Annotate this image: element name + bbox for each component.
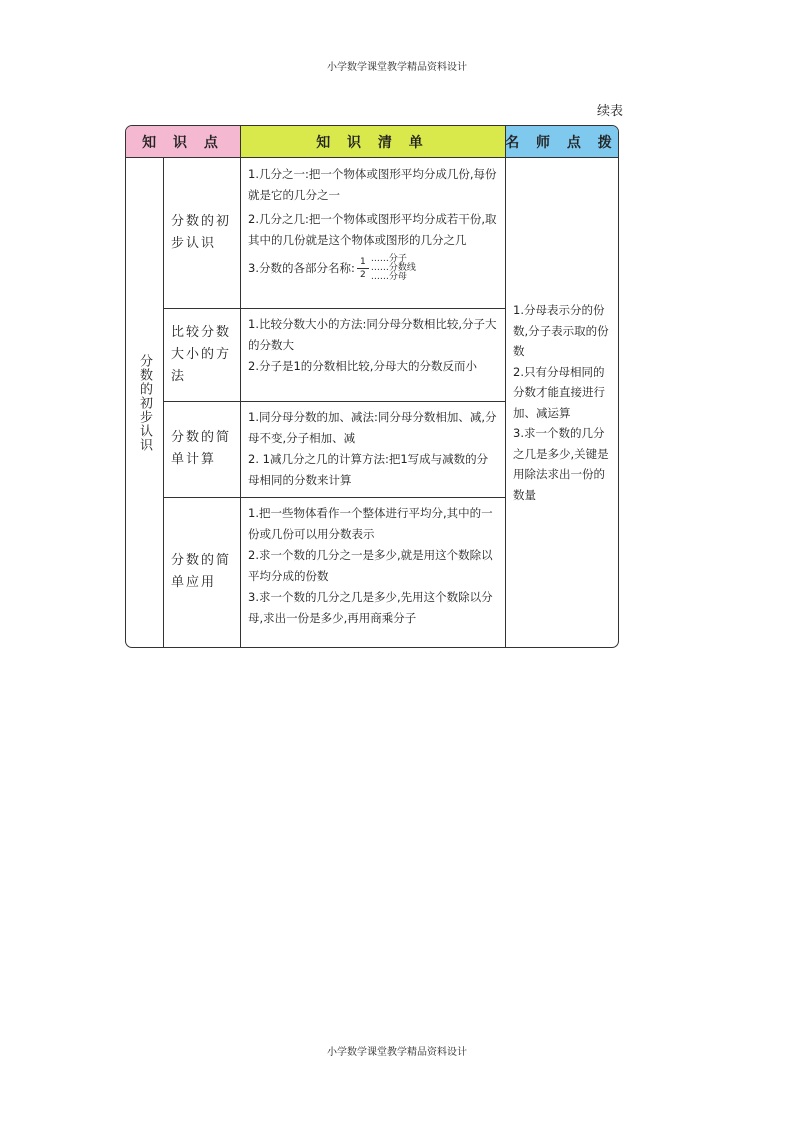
list-item: 2. 1减几分之几的计算方法:把1写成与减数的分母相同的分数来计算 <box>248 452 489 487</box>
list-item: 1.同分母分数的加、减法:同分母分数相加、减,分母不变,分子相加、减 <box>248 410 497 445</box>
list-item: 2.求一个数的几分之一是多少,就是用这个数除以平均分成的份数 <box>248 548 493 583</box>
fraction-example <box>357 257 369 280</box>
topic-cell <box>163 158 240 308</box>
fraction-part-labels <box>371 255 416 282</box>
list-cell <box>241 497 505 647</box>
topic-cell <box>163 497 240 647</box>
part-line-label: ……分数线 <box>370 263 416 273</box>
topic-cell <box>163 401 240 497</box>
fraction-numerator: 1 <box>359 257 366 267</box>
page-footer: 小学数学课堂教学精品资料设计 <box>327 1047 467 1058</box>
topic-label: 分数的简单计算 <box>171 430 232 467</box>
part-numerator-label: ……分子 <box>370 254 407 264</box>
header-teacher-tips: 名 师 点 拨 <box>505 126 618 158</box>
list-item: 3.求一个数的几分之几是多少,先用这个数除以分母,求出一份是多少,再用商乘分子 <box>248 590 493 625</box>
list-item: 1.比较分数大小的方法:同分母分数相比较,分子大的分数大 <box>248 317 497 352</box>
tip-item: 1.分母表示分的份数,分子表示取的份数 <box>513 303 609 358</box>
continued-label: 续表 <box>596 104 623 119</box>
tips-cell <box>506 158 618 647</box>
list-cell <box>241 401 505 497</box>
list-item: 1.把一些物体看作一个整体进行平均分,其中的一份或几份可以用分数表示 <box>248 506 493 541</box>
topic-label: 比较分数大小的方法 <box>171 324 232 384</box>
list-item: 2.分子是1的分数相比较,分母大的分数反而小 <box>248 359 477 373</box>
knowledge-table <box>125 125 619 648</box>
header-knowledge-point: 知 识 点 <box>126 126 240 158</box>
list-cell <box>241 158 505 308</box>
category-cell <box>126 158 163 647</box>
list-item: 1.几分之一:把一个物体或图形平均分成几份,每份就是它的几分之一 <box>248 167 497 202</box>
topic-cell <box>163 308 240 401</box>
fraction-parts-label: 3.分数的各部分名称: <box>248 261 355 275</box>
category-label: 分数的初步认识 <box>137 353 152 452</box>
list-item: 2.几分之几:把一个物体或图形平均分成若干份,取其中的几份就是这个物体或图形的几分之几 <box>248 212 497 247</box>
part-denominator-label: ……分母 <box>370 272 407 282</box>
header-knowledge-list: 知 识 清 单 <box>240 126 505 158</box>
fraction-denominator: 2 <box>359 270 366 280</box>
topic-label: 分数的初步认识 <box>171 214 232 251</box>
fraction-parts-item <box>248 255 499 282</box>
tip-item: 2.只有分母相同的分数才能直接进行加、减运算 <box>513 364 605 420</box>
page-header: 小学数学课堂教学精品资料设计 <box>327 62 467 73</box>
tip-item: 3.求一个数的几分之几是多少,关键是用除法求出一份的数量 <box>513 426 609 502</box>
topic-label: 分数的简单应用 <box>171 553 232 590</box>
list-cell <box>241 308 505 401</box>
